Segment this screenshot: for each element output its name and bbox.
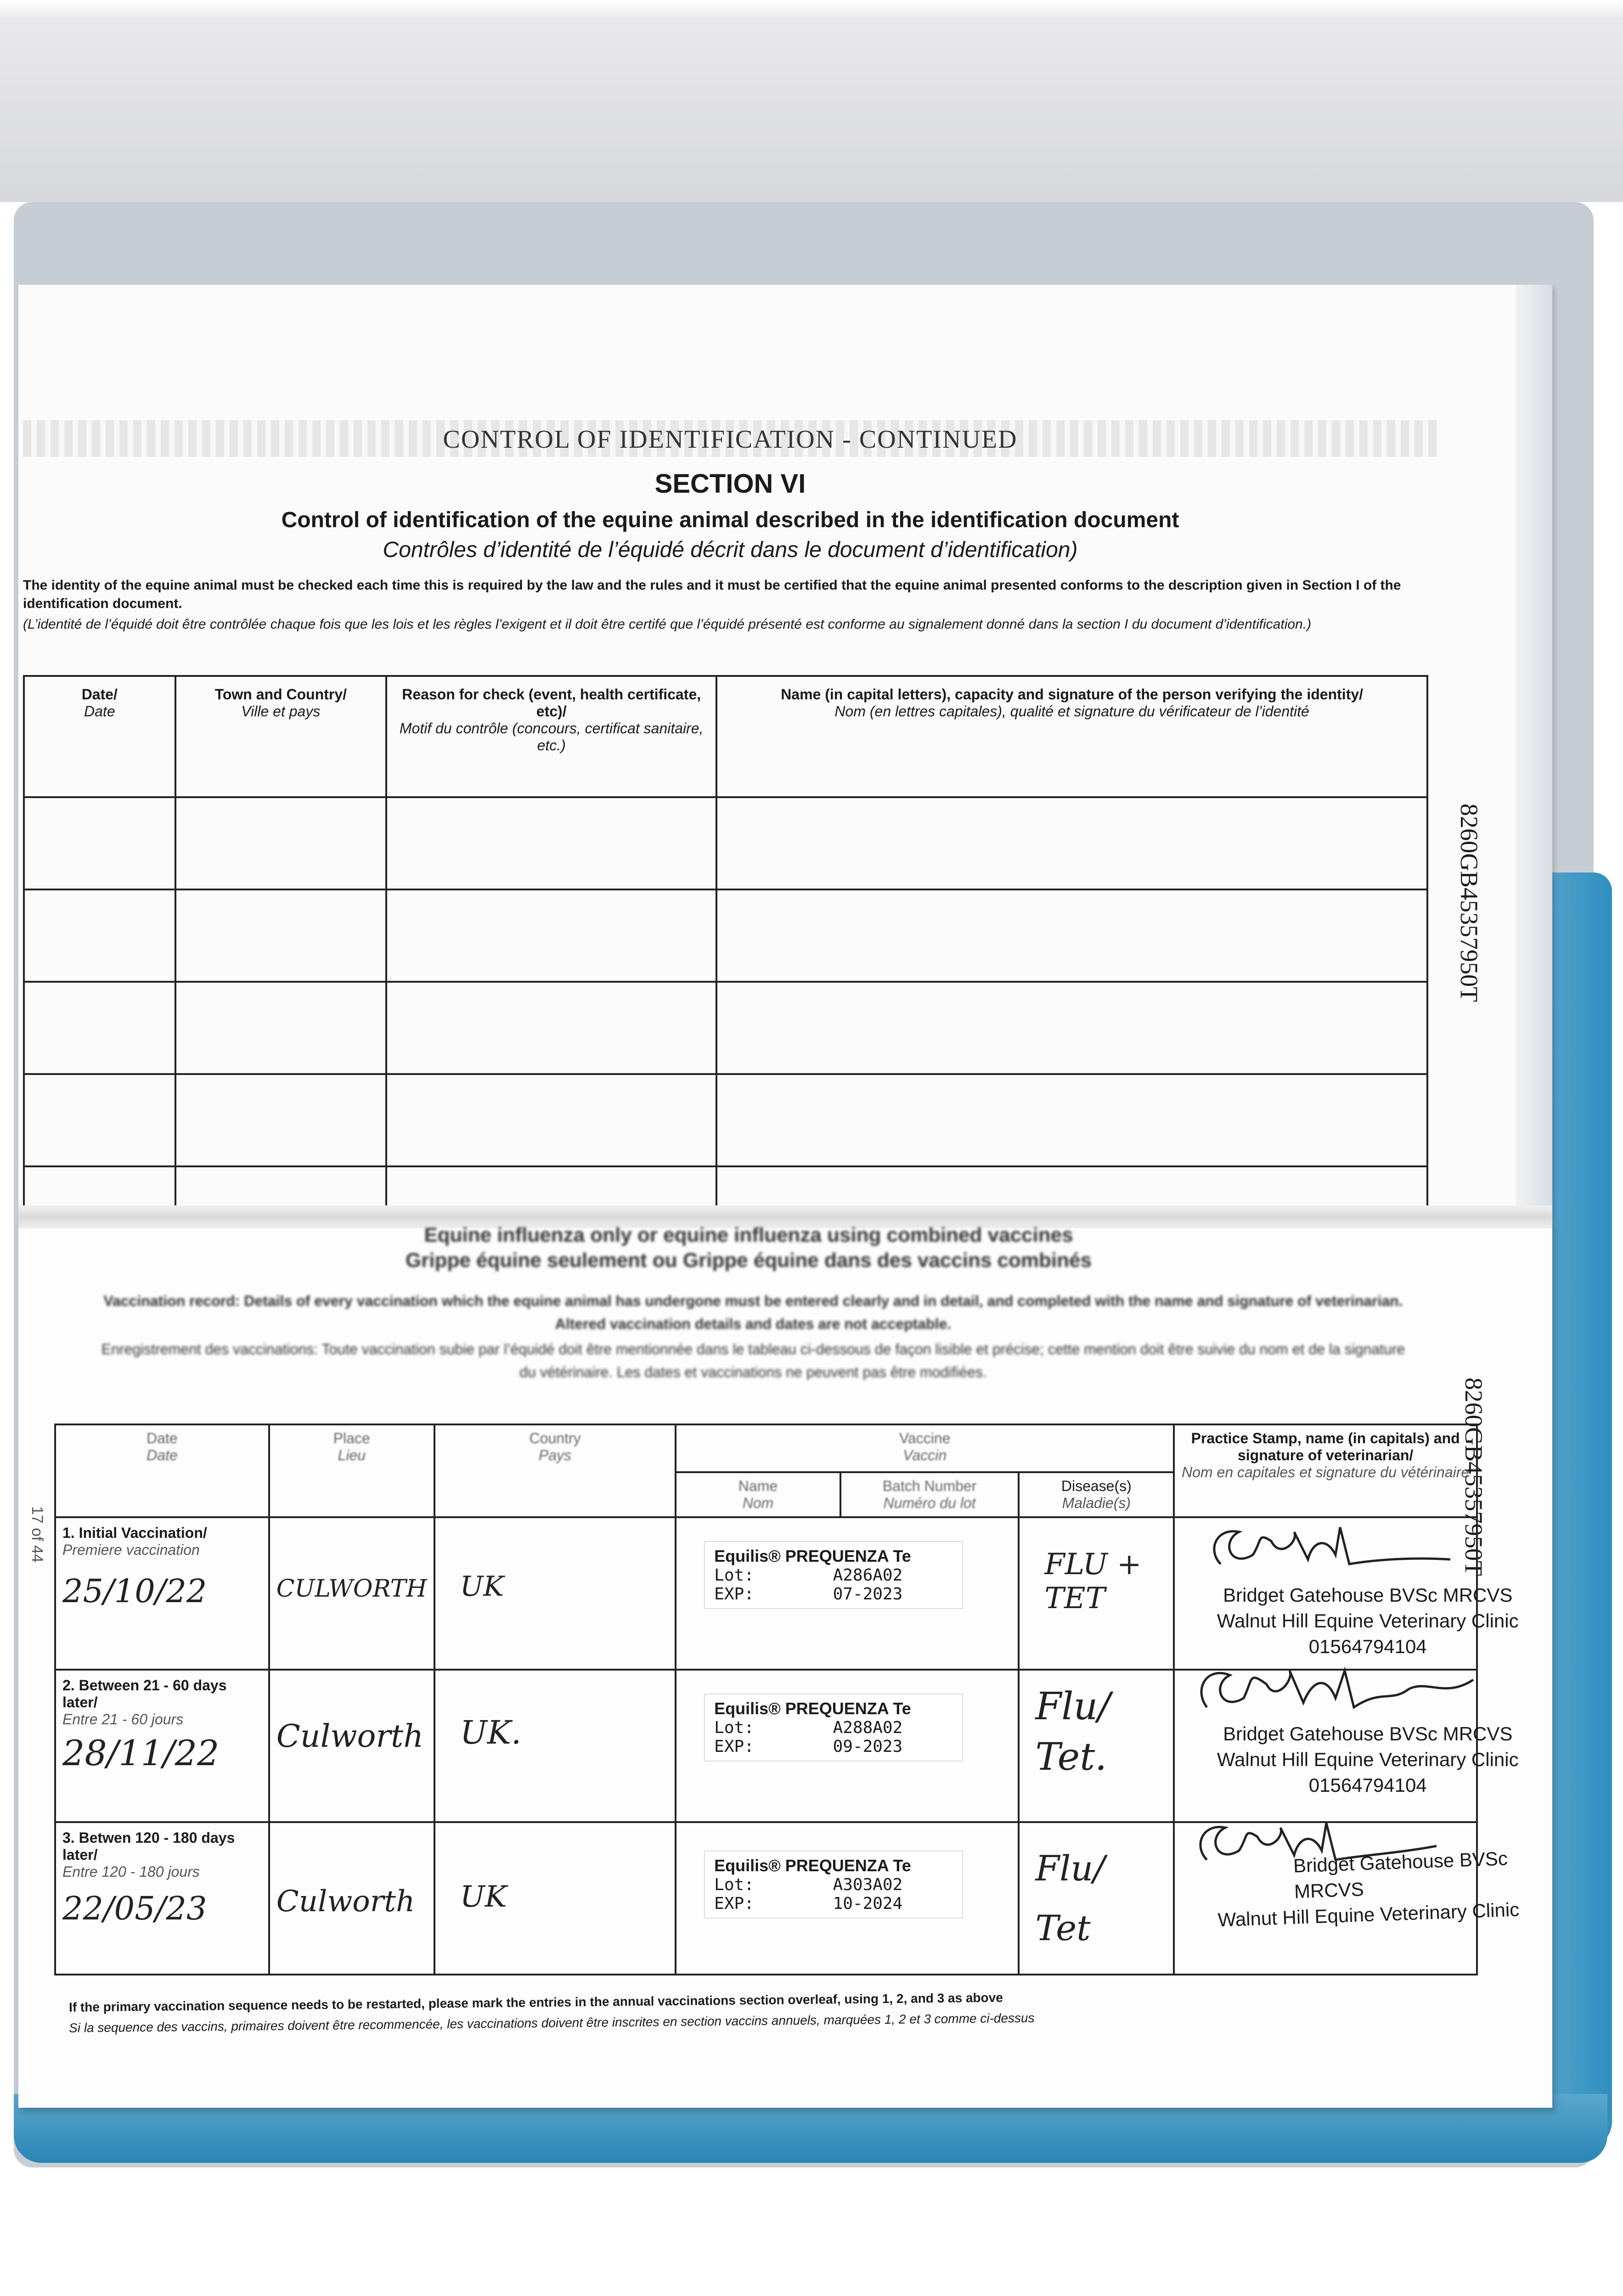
vaccine-sticker: Equilis® PREQUENZA Te Lot: A286A02 EXP: 07-2023 xyxy=(704,1541,963,1609)
header-vaccine-name: Name Nom xyxy=(676,1472,840,1517)
intro-french: (L’identité de l’équidé doit être contrôlée chaque fois que les lois et les règles l’exigent et il doit être certifé que l’équidé présenté est conforme au signalement donné dans la section I du document d’identification.) xyxy=(23,617,1312,632)
vaccination-date-cell: 3. Betwen 120 - 180 days later/ Entre 120 - 180 jours 22/05/23 xyxy=(55,1822,269,1975)
header-date: Date/ Date xyxy=(24,676,175,797)
country-value: UK xyxy=(460,1880,507,1914)
place-value: Culworth xyxy=(276,1718,424,1755)
vaccination-record-english-2: Altered vaccination details and dates are not acceptable. xyxy=(555,1316,952,1332)
vaccination-date: 22/05/23 xyxy=(62,1890,207,1927)
disease-cell xyxy=(1019,1517,1174,1670)
vaccination-date-cell: 2. Between 21 - 60 days later/ Entre 21 - 60 jours 28/11/22 xyxy=(55,1670,269,1822)
country-value: UK xyxy=(460,1570,504,1603)
vaccine-sticker: Equilis® PREQUENZA Te Lot: A288A02 EXP: 09-2023 xyxy=(704,1694,963,1761)
vaccine-label-cell xyxy=(676,1517,1019,1670)
vaccination-row xyxy=(55,1517,1477,1670)
subtitle-english: Control of identification of the equine animal described in the identification document xyxy=(281,508,1179,532)
place-cell xyxy=(269,1670,434,1822)
table-row xyxy=(24,889,1427,982)
disease-value: FLU + TET xyxy=(1044,1548,1142,1615)
place-cell xyxy=(269,1517,434,1670)
vet-stamp: Bridget Gatehouse BVSc MRCVS Walnut Hill Equine Veterinary Clinic 01564794104 xyxy=(1217,1584,1519,1657)
subtitle-french: Contrôles d’identité de l’équidé décrit dans le document d’identification) xyxy=(383,538,1078,562)
vaccination-row xyxy=(55,1822,1477,1975)
section-title: SECTION VI xyxy=(654,469,806,499)
place-cell xyxy=(269,1822,434,1975)
intro-english: The identity of the equine animal must be checked each time this is required by the law and the rules and it must be certified that the equine animal presented conforms to the description given in Section I of the identification document. xyxy=(23,578,1401,611)
influenza-title-english: Equine influenza only or equine influenza using combined vaccines xyxy=(424,1224,1073,1246)
vaccination-record-french: Enregistrement des vaccinations: Toute vaccination subie par l’équidé doit être mentionnée dans le tableau ci-dessous de façon lisible et précise; cette mention doit être suivie du nom et de la signature xyxy=(101,1341,1405,1357)
vaccination-header-row xyxy=(55,1424,1477,1472)
header-practice-stamp: Practice Stamp, name (in capitals) and signature of veterinarian/ Nom en capitales et signature du vétérinaire xyxy=(1174,1424,1477,1517)
page-number: 17 of 44 xyxy=(28,1506,46,1563)
place-value: CULWORTH xyxy=(276,1575,427,1603)
vaccine-label-cell xyxy=(676,1822,1019,1975)
vaccine-sticker: Equilis® PREQUENZA Te Lot: A303A02 EXP: 10-2024 xyxy=(704,1851,963,1919)
table-header-row xyxy=(24,676,1427,797)
vet-signature xyxy=(1202,1523,1460,1578)
practice-stamp-cell xyxy=(1174,1517,1519,1670)
disease-value: Flu/ Tet xyxy=(1035,1848,1105,1948)
header-town-country: Town and Country/ Ville et pays xyxy=(175,676,387,797)
table-row xyxy=(24,797,1427,889)
vaccine-label-cell xyxy=(676,1670,1019,1822)
banner-title: CONTROL OF IDENTIFICATION - CONTINUED xyxy=(443,425,1018,454)
footer-note-french: Si la sequence des vaccins, primaires doivent être recommencée, les vaccinations doivent être inscrites en section vaccins annuels, marquées 1, 2 et 3 comme ci-dessus xyxy=(68,2010,1035,2035)
header-date: Date Date xyxy=(55,1424,269,1517)
vet-stamp: Bridget Gatehouse BVSc MRCVS Walnut Hill Equine Veterinary Clinic 01564794104 xyxy=(1217,1723,1519,1796)
vaccination-record-english: Vaccination record: Details of every vaccination which the equine animal has undergone must be entered clearly and in detail, and completed with the name and signature of veterinarian. xyxy=(103,1293,1403,1309)
vaccination-date: 25/10/22 xyxy=(62,1572,207,1610)
disease-value: Flu/ Tet. xyxy=(1035,1685,1110,1779)
header-batch-number: Batch Number Numéro du lot xyxy=(840,1472,1019,1517)
header-reason: Reason for check (event, health certificate, etc)/ Motif du contrôle (concours, certificat sanitaire, etc.) xyxy=(386,676,716,797)
vet-stamp: Bridget Gatehouse BVSc MRCVS Walnut Hill Equine Veterinary Clinic xyxy=(1217,1847,1520,1931)
header-verifier: Name (in capital letters), capacity and signature of the person verifying the identity/ Nom (en lettres capitales), qualité et signature du vérificateur de l’identité xyxy=(716,676,1427,797)
scanner-background xyxy=(0,0,1623,202)
country-value: UK. xyxy=(460,1714,522,1751)
country-cell xyxy=(434,1822,676,1975)
vaccination-date: 28/11/22 xyxy=(62,1733,220,1773)
practice-stamp-cell xyxy=(1174,1670,1519,1822)
vaccination-date-cell: 1. Initial Vaccination/ Premiere vaccination 25/10/22 xyxy=(55,1517,269,1670)
place-value: Culworth xyxy=(276,1885,415,1919)
header-disease: Disease(s) Maladie(s) xyxy=(1019,1472,1174,1517)
identity-check-table xyxy=(23,675,1428,1260)
practice-stamp-cell xyxy=(1174,1822,1520,1975)
header-vaccine: Vaccine Vaccin xyxy=(676,1424,1174,1472)
vet-signature xyxy=(1189,1661,1501,1721)
table-row xyxy=(24,1074,1427,1166)
country-cell xyxy=(434,1517,676,1670)
disease-cell xyxy=(1019,1670,1174,1822)
country-cell xyxy=(434,1670,676,1822)
passport-number-vertical-2: 8260GB45357950T xyxy=(1460,1378,1488,1576)
influenza-title-french: Grippe équine seulement ou Grippe équine dans des vaccins combinés xyxy=(406,1249,1092,1272)
vaccination-row xyxy=(55,1670,1477,1822)
passport-number-vertical: 8260GB45357950T xyxy=(1455,804,1483,1002)
header-country: Country Pays xyxy=(434,1424,676,1517)
header-place: Place Lieu xyxy=(269,1424,434,1517)
disease-cell xyxy=(1019,1822,1174,1975)
footer-note-english: If the primary vaccination sequence needs to be restarted, please mark the entries in the annual vaccinations section overleaf, using 1, 2, and 3 as above xyxy=(68,1990,1003,2015)
vaccination-record-french-2: du vétérinaire. Les dates et vaccinations ne peuvent pas être modifiées. xyxy=(519,1364,987,1380)
table-row xyxy=(24,982,1427,1074)
